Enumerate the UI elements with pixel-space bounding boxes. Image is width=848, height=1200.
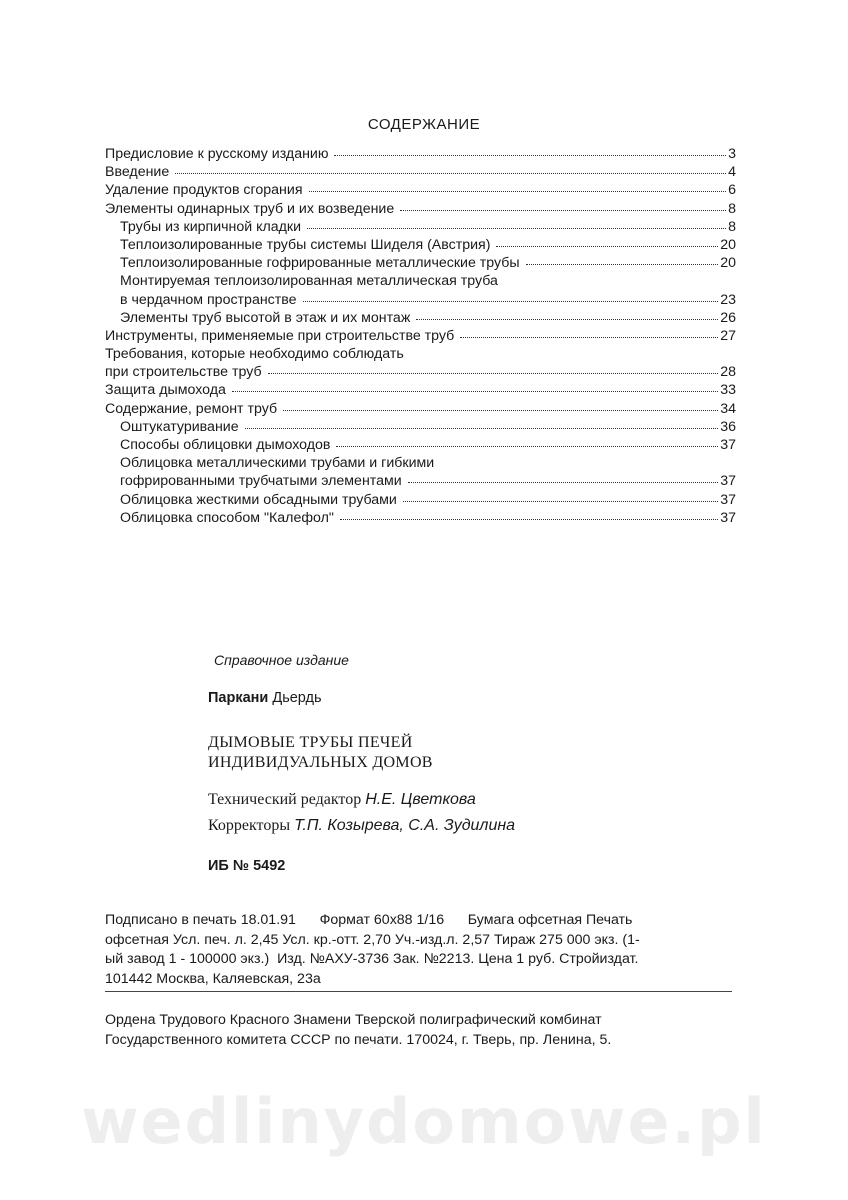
- toc-entry-title: Монтируемая теплоизолированная металлическая труба: [120, 273, 498, 290]
- watermark: wedlinydomowe.pl: [81, 1085, 767, 1158]
- toc-entry: [105, 327, 736, 345]
- toc-page-number: 34: [720, 400, 736, 417]
- toc-leader-dots: [309, 191, 727, 192]
- printer-info: [105, 1010, 611, 1050]
- toc-leader-dots: [334, 155, 726, 156]
- toc-entry-title: в чердачном пространстве: [120, 291, 297, 308]
- toc-entry-title: Инструменты, применяемые при строительстве труб: [105, 327, 455, 344]
- toc-entry-title: Облицовка способом "Калефол": [120, 509, 334, 526]
- toc-entry: [105, 381, 736, 399]
- toc-entry-title: Удаление продуктов сгорания: [105, 182, 303, 199]
- toc-entry-title: Оштукатуривание: [120, 418, 239, 435]
- toc-page-number: 37: [720, 437, 736, 453]
- toc-entry: [105, 418, 736, 436]
- toc-page-number: 8: [728, 218, 736, 235]
- toc-entry: [105, 309, 736, 327]
- author-surname: Паркани: [208, 690, 269, 706]
- toc-entry-title: Требования, которые необходимо соблюдать: [105, 346, 404, 363]
- toc-entry: [105, 254, 736, 272]
- toc-entry: [105, 454, 736, 472]
- toc-page-number: 36: [720, 418, 736, 435]
- toc-leader-dots: [303, 301, 719, 302]
- toc-page-number: 20: [720, 255, 736, 272]
- toc-page-number: 27: [720, 327, 736, 344]
- toc-entry-title: Облицовка металлическими трубами и гибкими: [120, 455, 435, 472]
- correctors-names: Т.П. Козырева, С.А. Зудилина: [294, 817, 516, 834]
- toc-page-number: 4: [728, 164, 736, 181]
- toc-entry: [105, 509, 736, 527]
- toc-entry-title: гофрированными трубчатыми элементами: [120, 473, 402, 490]
- toc-page-number: 28: [720, 364, 736, 381]
- toc-page-number: 37: [720, 491, 736, 508]
- toc-leader-dots: [408, 482, 719, 483]
- toc-entry: [105, 236, 736, 254]
- correctors-label: Корректоры: [208, 817, 295, 834]
- toc-leader-dots: [340, 519, 718, 520]
- toc-entry: [105, 345, 736, 363]
- toc-entry-title: Элементы труб высотой в этаж и их монтаж: [120, 309, 411, 326]
- toc-entry-title: Защита дымохода: [105, 382, 226, 399]
- toc-leader-dots: [400, 210, 726, 211]
- toc-entry-title: Теплоизолированные гофрированные металлические трубы: [120, 255, 520, 272]
- author-name: Дьердь: [268, 690, 322, 706]
- toc-page-number: 23: [720, 291, 736, 308]
- toc-title: СОДЕРЖАНИЕ: [367, 116, 481, 133]
- toc-entry: [105, 291, 736, 309]
- toc-entry: [105, 491, 736, 509]
- toc-leader-dots: [403, 501, 718, 502]
- toc-entry: [105, 181, 736, 199]
- toc-entry-title: Элементы одинарных труб и их возведение: [105, 200, 395, 217]
- toc-leader-dots: [232, 391, 718, 392]
- toc-entry-title: Способы облицовки дымоходов: [120, 437, 331, 453]
- toc-page-number: 3: [728, 146, 736, 162]
- toc-entry-title: Предисловие к русскому изданию: [105, 146, 329, 162]
- toc-leader-dots: [307, 228, 726, 229]
- toc-entry: [105, 400, 736, 418]
- tech-editor-label: Технический редактор: [208, 791, 366, 808]
- toc-entry-title: Трубы из кирпичной кладки: [120, 218, 302, 235]
- toc-leader-dots: [245, 428, 719, 429]
- toc-leader-dots: [496, 246, 718, 247]
- toc-page-number: 6: [728, 182, 736, 199]
- toc-entry-title: Содержание, ремонт труб: [105, 400, 278, 417]
- toc-page-number: 37: [720, 509, 736, 526]
- correctors-credit: [208, 817, 515, 835]
- toc-entry-title: Теплоизолированные трубы системы Шиделя (Австрия): [120, 236, 491, 253]
- toc-entry-title: при строительстве труб: [105, 364, 262, 381]
- book-title-line1: ДЫМОВЫЕ ТРУБЫ ПЕЧЕЙ: [208, 734, 413, 751]
- toc-entry-title: Введение: [105, 164, 170, 181]
- ib-number: ИБ № 5492: [208, 858, 286, 874]
- toc-entry: [105, 472, 736, 490]
- imprint-line: 101442 Москва, Каляевская, 23а: [105, 970, 321, 987]
- toc-page-number: 33: [720, 382, 736, 399]
- toc-leader-dots: [416, 319, 718, 320]
- tech-editor-credit: [208, 791, 476, 809]
- toc-page-number: 8: [728, 200, 736, 217]
- toc-entry: [105, 218, 736, 236]
- printer-line: Ордена Трудового Красного Знамени Тверской полиграфический комбинат: [105, 1012, 602, 1028]
- toc-entry: [105, 436, 736, 454]
- book-title: [208, 733, 433, 773]
- tech-editor-name: Н.Е. Цветкова: [365, 791, 476, 808]
- imprint-line: ый завод 1 - 100000 экз.) Изд. №АХУ-3736 Зак. №2213. Цена 1 руб. Стройиздат.: [105, 951, 639, 967]
- book-title-line2: ИНДИВИДУАЛЬНЫХ ДОМОВ: [208, 754, 433, 771]
- divider: [105, 991, 732, 992]
- printer-line: Государственного комитета СССР по печати. 170024, г. Тверь, пр. Ленина, 5.: [105, 1032, 612, 1048]
- toc-leader-dots: [526, 264, 719, 265]
- toc-entry: [105, 200, 736, 218]
- toc-leader-dots: [460, 337, 718, 338]
- toc-leader-dots: [268, 373, 719, 374]
- toc-page-number: 37: [720, 473, 736, 490]
- imprint-line: офсетная Усл. печ. л. 2,45 Усл. кр.-отт. 2,70 Уч.-изд.л. 2,57 Тираж 275 000 экз. (1-: [105, 931, 640, 948]
- toc-leader-dots: [336, 446, 718, 447]
- toc-entry: [105, 145, 736, 163]
- toc-page-number: 26: [720, 309, 736, 326]
- toc-entry-title: Облицовка жесткими обсадными трубами: [120, 491, 397, 508]
- toc-entry: [105, 163, 736, 181]
- imprint-line: Подписано в печать 18.01.91 Формат 60х88 1/16 Бумага офсетная Печать: [105, 912, 633, 928]
- table-of-contents: [105, 145, 736, 527]
- publication-type: Справочное издание: [214, 652, 349, 668]
- author: [208, 690, 322, 706]
- toc-leader-dots: [175, 173, 726, 174]
- toc-leader-dots: [283, 410, 718, 411]
- toc-page-number: 20: [720, 236, 736, 253]
- toc-entry: [105, 363, 736, 381]
- imprint: [105, 911, 745, 989]
- toc-entry: [105, 272, 736, 290]
